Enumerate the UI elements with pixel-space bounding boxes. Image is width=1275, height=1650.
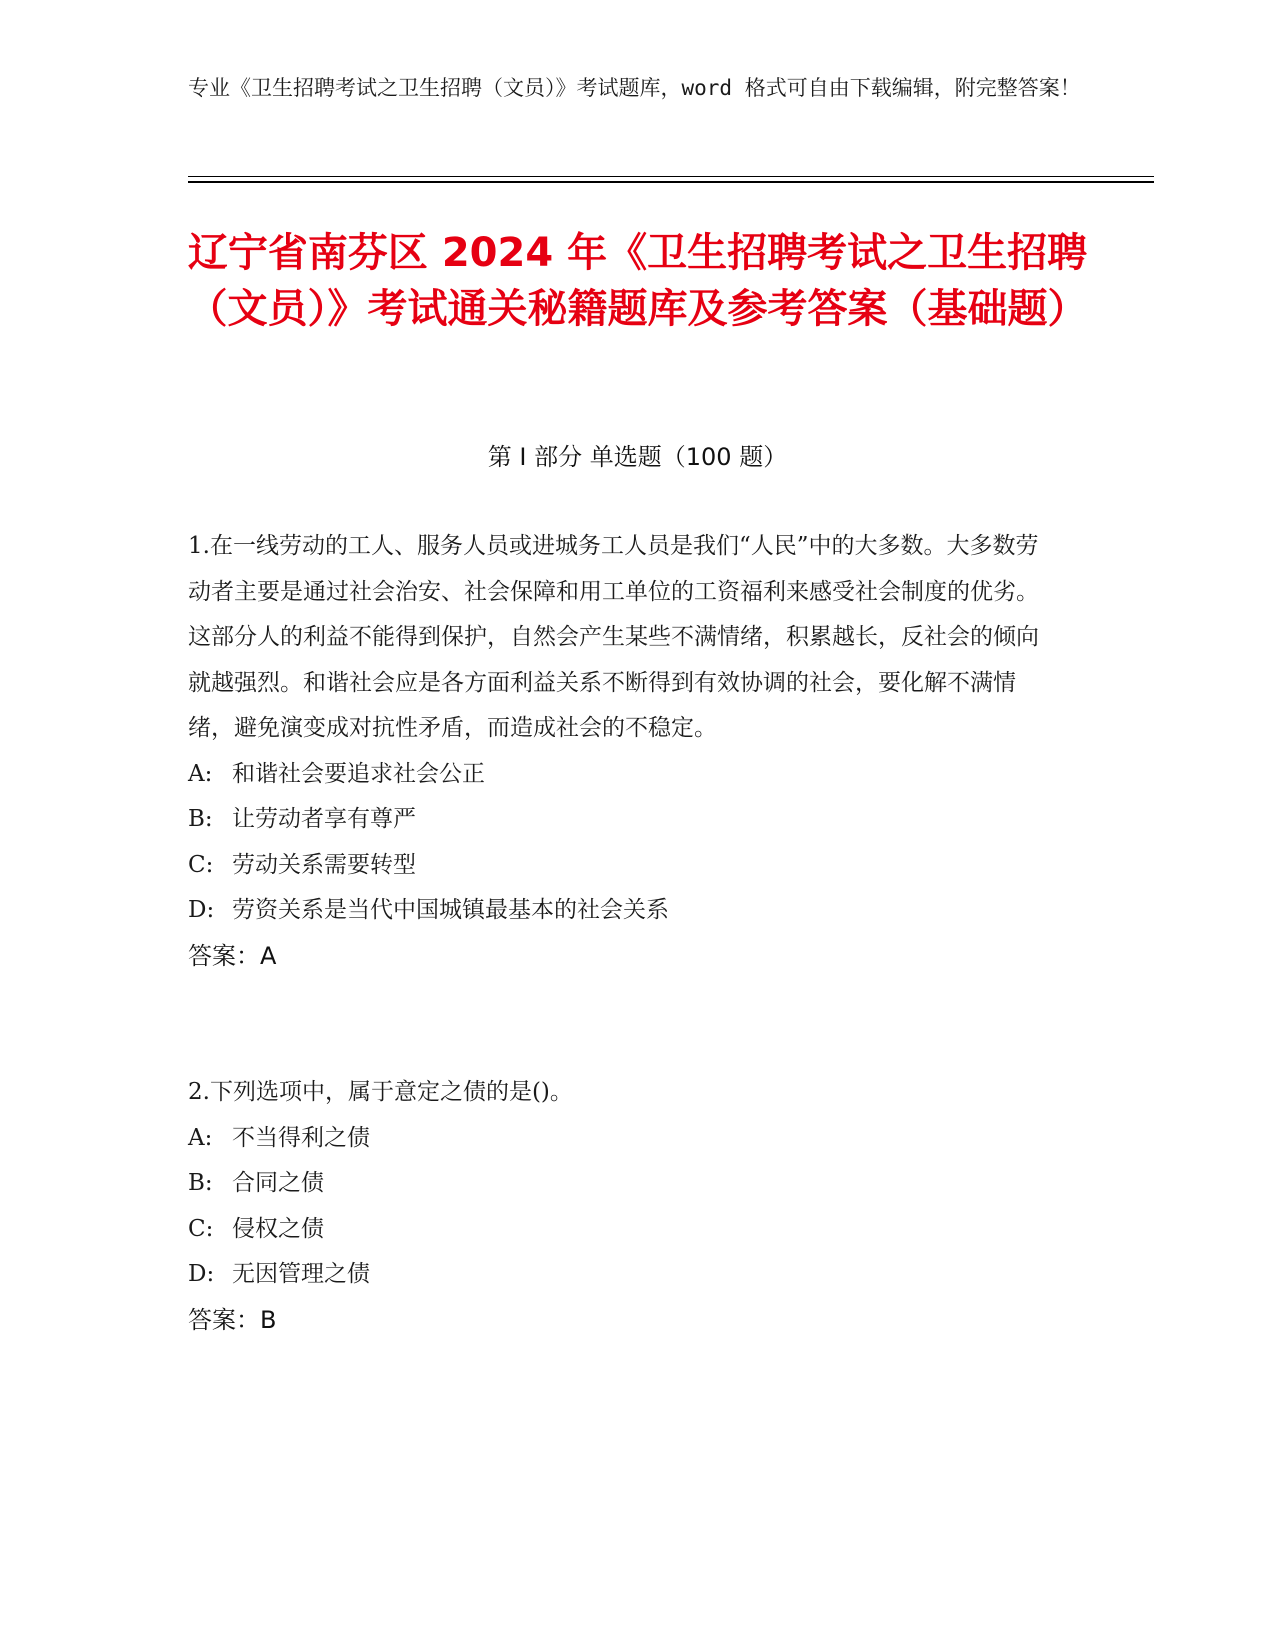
option-b <box>188 797 1058 843</box>
document-title: 辽宁省南芬区 2024 年《卫生招聘考试之卫生招聘（文员）》考试通关秘籍题库及参考答案（基础题） <box>187 230 1088 332</box>
option-key: C: <box>188 851 214 878</box>
option-d <box>188 1252 1058 1298</box>
option-key: D: <box>188 1261 215 1287</box>
option-c <box>188 843 1058 889</box>
option-a <box>188 752 1058 798</box>
header-divider-thin <box>188 176 1154 177</box>
option-text: 和谐社会要追求社会公正 <box>232 760 485 787</box>
answer-line: 答案：A <box>188 941 277 970</box>
option-a <box>188 1116 1058 1162</box>
option-key: D: <box>188 897 215 923</box>
option-text: 无因管理之债 <box>232 1261 370 1287</box>
option-c <box>188 1207 1058 1253</box>
header-divider-thick <box>188 181 1154 183</box>
option-key: B: <box>188 806 213 832</box>
option-text: 劳资关系是当代中国城镇最基本的社会关系 <box>232 897 669 923</box>
answer-line: 答案：B <box>188 1305 277 1334</box>
header-note: 专业《卫生招聘考试之卫生招聘（文员）》考试题库，word 格式可自由下载编辑，附完整答案！ <box>188 76 1081 100</box>
option-key: B: <box>188 1170 213 1196</box>
option-text: 劳动关系需要转型 <box>232 851 416 878</box>
option-key: C: <box>188 1215 214 1242</box>
option-key: A: <box>188 760 213 787</box>
option-d <box>188 888 1058 934</box>
option-text: 合同之债 <box>232 1170 324 1196</box>
question-1 <box>188 524 1058 979</box>
option-text: 侵权之债 <box>232 1215 324 1242</box>
option-key: A: <box>188 1124 213 1151</box>
question-2 <box>188 1070 1058 1343</box>
question-stem: 2.下列选项中，属于意定之债的是()。 <box>188 1079 573 1105</box>
option-text: 不当得利之债 <box>232 1124 370 1151</box>
section-heading: 第 I 部分 单选题（100 题） <box>487 443 788 471</box>
option-text: 让劳动者享有尊严 <box>232 806 416 832</box>
option-b <box>188 1161 1058 1207</box>
question-stem: 1.在一线劳动的工人、服务人员或进城务工人员是我们“人民”中的大多数。大多数劳动者主要是通过社会治安、社会保障和用工单位的工资福利来感受社会制度的优劣。这部分人的利益不能得到保护，自然会产生某些不满情绪，积累越长，反社会的倾向就越强烈。和谐社会应是各方面利益关系不断得到有效协调的社会，要化解不满情绪，避免演变成对抗性矛盾，而造成社会的不稳定。 <box>188 533 1039 741</box>
